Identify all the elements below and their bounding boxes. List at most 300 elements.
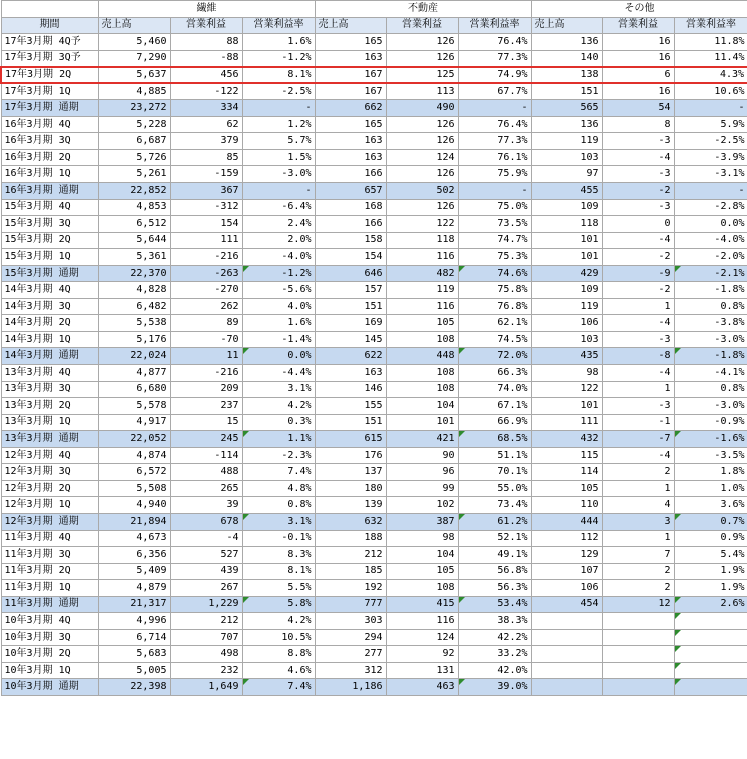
- other-margin-cell[interactable]: 0.8%: [674, 381, 747, 398]
- realestate-margin-cell[interactable]: 74.7%: [458, 232, 531, 249]
- textile-margin-cell[interactable]: 8.3%: [242, 547, 315, 564]
- realestate-profit-cell[interactable]: 421: [386, 431, 458, 448]
- realestate-profit-cell[interactable]: 131: [386, 662, 458, 679]
- realestate-margin-cell[interactable]: 74.9%: [458, 67, 531, 84]
- other-sales-cell[interactable]: 455: [531, 183, 602, 200]
- realestate-sales-cell[interactable]: 303: [315, 613, 386, 630]
- textile-profit-cell[interactable]: 267: [170, 580, 242, 597]
- other-margin-cell[interactable]: 0.9%: [674, 530, 747, 547]
- textile-sales-cell[interactable]: 22,052: [98, 431, 170, 448]
- other-profit-cell[interactable]: [602, 613, 674, 630]
- realestate-margin-cell[interactable]: 67.1%: [458, 398, 531, 415]
- realestate-profit-cell[interactable]: 92: [386, 646, 458, 663]
- textile-margin-cell[interactable]: 7.4%: [242, 679, 315, 696]
- other-profit-cell[interactable]: -3: [602, 331, 674, 348]
- period-cell[interactable]: 15年3月期 1Q: [1, 249, 98, 266]
- textile-sales-cell[interactable]: 22,398: [98, 679, 170, 696]
- period-cell[interactable]: 16年3月期 3Q: [1, 133, 98, 150]
- textile-margin-cell[interactable]: 4.8%: [242, 480, 315, 497]
- other-sales-cell[interactable]: 565: [531, 100, 602, 117]
- realestate-sales-cell[interactable]: 176: [315, 447, 386, 464]
- textile-margin-cell[interactable]: 1.6%: [242, 315, 315, 332]
- realestate-sales-cell[interactable]: 1,186: [315, 679, 386, 696]
- textile-margin-cell[interactable]: -5.6%: [242, 282, 315, 299]
- other-margin-cell[interactable]: [674, 646, 747, 663]
- realestate-profit-cell[interactable]: 119: [386, 282, 458, 299]
- realestate-margin-cell[interactable]: 76.4%: [458, 116, 531, 133]
- realestate-margin-cell[interactable]: 74.6%: [458, 265, 531, 282]
- textile-margin-cell[interactable]: -3.0%: [242, 166, 315, 183]
- realestate-profit-cell[interactable]: 126: [386, 166, 458, 183]
- realestate-sales-cell[interactable]: 151: [315, 414, 386, 431]
- realestate-sales-cell[interactable]: 188: [315, 530, 386, 547]
- other-sales-cell[interactable]: 112: [531, 530, 602, 547]
- textile-margin-cell[interactable]: -1.2%: [242, 265, 315, 282]
- textile-margin-cell[interactable]: 4.2%: [242, 613, 315, 630]
- realestate-margin-cell[interactable]: 76.4%: [458, 34, 531, 51]
- other-margin-cell[interactable]: 5.9%: [674, 116, 747, 133]
- other-margin-cell[interactable]: 2.6%: [674, 596, 747, 613]
- textile-sales-cell[interactable]: 5,508: [98, 480, 170, 497]
- period-cell[interactable]: 13年3月期 1Q: [1, 414, 98, 431]
- textile-sales-cell[interactable]: 22,024: [98, 348, 170, 365]
- realestate-sales-cell[interactable]: 163: [315, 149, 386, 166]
- textile-margin-cell[interactable]: 1.1%: [242, 431, 315, 448]
- other-margin-cell[interactable]: [674, 629, 747, 646]
- realestate-sales-cell[interactable]: 166: [315, 216, 386, 233]
- other-profit-cell[interactable]: -9: [602, 265, 674, 282]
- textile-profit-cell[interactable]: -4: [170, 530, 242, 547]
- realestate-margin-cell[interactable]: 76.8%: [458, 298, 531, 315]
- realestate-profit-cell[interactable]: 126: [386, 116, 458, 133]
- realestate-margin-cell[interactable]: 68.5%: [458, 431, 531, 448]
- realestate-profit-cell[interactable]: 124: [386, 149, 458, 166]
- other-sales-cell[interactable]: 432: [531, 431, 602, 448]
- realestate-profit-cell[interactable]: 90: [386, 447, 458, 464]
- realestate-margin-cell[interactable]: 55.0%: [458, 480, 531, 497]
- realestate-margin-cell[interactable]: 67.7%: [458, 83, 531, 100]
- textile-sales-cell[interactable]: 5,005: [98, 662, 170, 679]
- realestate-sales-cell[interactable]: 163: [315, 50, 386, 67]
- period-cell[interactable]: 10年3月期 通期: [1, 679, 98, 696]
- other-margin-cell[interactable]: 1.0%: [674, 480, 747, 497]
- textile-profit-cell[interactable]: 367: [170, 183, 242, 200]
- textile-sales-cell[interactable]: 5,683: [98, 646, 170, 663]
- realestate-margin-cell[interactable]: 39.0%: [458, 679, 531, 696]
- period-cell[interactable]: 12年3月期 1Q: [1, 497, 98, 514]
- header-textile-profit[interactable]: 営業利益: [170, 17, 242, 34]
- other-sales-cell[interactable]: 103: [531, 149, 602, 166]
- period-cell[interactable]: 15年3月期 2Q: [1, 232, 98, 249]
- realestate-sales-cell[interactable]: 615: [315, 431, 386, 448]
- textile-profit-cell[interactable]: -270: [170, 282, 242, 299]
- textile-profit-cell[interactable]: 15: [170, 414, 242, 431]
- group-other[interactable]: その他: [531, 1, 747, 18]
- textile-margin-cell[interactable]: 4.6%: [242, 662, 315, 679]
- textile-profit-cell[interactable]: 527: [170, 547, 242, 564]
- textile-profit-cell[interactable]: 262: [170, 298, 242, 315]
- group-realestate[interactable]: 不動産: [315, 1, 531, 18]
- textile-profit-cell[interactable]: 232: [170, 662, 242, 679]
- other-profit-cell[interactable]: -4: [602, 315, 674, 332]
- other-margin-cell[interactable]: -3.8%: [674, 315, 747, 332]
- header-textile-margin[interactable]: 営業利益率: [242, 17, 315, 34]
- other-margin-cell[interactable]: -2.1%: [674, 265, 747, 282]
- realestate-margin-cell[interactable]: 72.0%: [458, 348, 531, 365]
- textile-profit-cell[interactable]: 379: [170, 133, 242, 150]
- other-profit-cell[interactable]: 12: [602, 596, 674, 613]
- other-margin-cell[interactable]: 3.6%: [674, 497, 747, 514]
- textile-margin-cell[interactable]: 5.5%: [242, 580, 315, 597]
- other-margin-cell[interactable]: 10.6%: [674, 83, 747, 100]
- textile-sales-cell[interactable]: 6,482: [98, 298, 170, 315]
- other-profit-cell[interactable]: 16: [602, 50, 674, 67]
- header-period[interactable]: 期間: [1, 17, 98, 34]
- textile-profit-cell[interactable]: 439: [170, 563, 242, 580]
- other-profit-cell[interactable]: -2: [602, 249, 674, 266]
- realestate-margin-cell[interactable]: 56.8%: [458, 563, 531, 580]
- realestate-profit-cell[interactable]: 102: [386, 497, 458, 514]
- realestate-profit-cell[interactable]: 124: [386, 629, 458, 646]
- realestate-profit-cell[interactable]: 108: [386, 365, 458, 382]
- realestate-profit-cell[interactable]: 126: [386, 199, 458, 216]
- period-cell[interactable]: 17年3月期 1Q: [1, 83, 98, 100]
- realestate-margin-cell[interactable]: 51.1%: [458, 447, 531, 464]
- group-textile[interactable]: 繊維: [98, 1, 315, 18]
- other-margin-cell[interactable]: -3.0%: [674, 331, 747, 348]
- other-sales-cell[interactable]: 110: [531, 497, 602, 514]
- textile-profit-cell[interactable]: -114: [170, 447, 242, 464]
- other-sales-cell[interactable]: 454: [531, 596, 602, 613]
- other-profit-cell[interactable]: 0: [602, 216, 674, 233]
- other-margin-cell[interactable]: -2.8%: [674, 199, 747, 216]
- realestate-profit-cell[interactable]: 126: [386, 34, 458, 51]
- other-margin-cell[interactable]: -: [674, 183, 747, 200]
- other-profit-cell[interactable]: 1: [602, 298, 674, 315]
- realestate-profit-cell[interactable]: 415: [386, 596, 458, 613]
- textile-margin-cell[interactable]: -0.1%: [242, 530, 315, 547]
- other-margin-cell[interactable]: -4.1%: [674, 365, 747, 382]
- realestate-margin-cell[interactable]: 76.1%: [458, 149, 531, 166]
- textile-sales-cell[interactable]: 4,940: [98, 497, 170, 514]
- period-cell[interactable]: 11年3月期 2Q: [1, 563, 98, 580]
- textile-margin-cell[interactable]: -4.0%: [242, 249, 315, 266]
- textile-profit-cell[interactable]: 488: [170, 464, 242, 481]
- realestate-margin-cell[interactable]: 74.5%: [458, 331, 531, 348]
- textile-margin-cell[interactable]: 8.1%: [242, 563, 315, 580]
- textile-sales-cell[interactable]: 6,512: [98, 216, 170, 233]
- textile-sales-cell[interactable]: 22,852: [98, 183, 170, 200]
- other-profit-cell[interactable]: -2: [602, 282, 674, 299]
- realestate-sales-cell[interactable]: 662: [315, 100, 386, 117]
- other-profit-cell[interactable]: -3: [602, 398, 674, 415]
- realestate-sales-cell[interactable]: 146: [315, 381, 386, 398]
- realestate-profit-cell[interactable]: 502: [386, 183, 458, 200]
- period-cell[interactable]: 13年3月期 3Q: [1, 381, 98, 398]
- other-sales-cell[interactable]: 107: [531, 563, 602, 580]
- other-sales-cell[interactable]: 138: [531, 67, 602, 84]
- textile-profit-cell[interactable]: 62: [170, 116, 242, 133]
- textile-profit-cell[interactable]: 678: [170, 513, 242, 530]
- textile-profit-cell[interactable]: 456: [170, 67, 242, 84]
- period-cell[interactable]: 17年3月期 通期: [1, 100, 98, 117]
- realestate-sales-cell[interactable]: 165: [315, 116, 386, 133]
- other-sales-cell[interactable]: 119: [531, 298, 602, 315]
- textile-sales-cell[interactable]: 21,317: [98, 596, 170, 613]
- realestate-sales-cell[interactable]: 277: [315, 646, 386, 663]
- textile-profit-cell[interactable]: -88: [170, 50, 242, 67]
- textile-profit-cell[interactable]: 707: [170, 629, 242, 646]
- other-profit-cell[interactable]: 2: [602, 580, 674, 597]
- realestate-margin-cell[interactable]: 70.1%: [458, 464, 531, 481]
- other-sales-cell[interactable]: 101: [531, 232, 602, 249]
- period-cell[interactable]: 11年3月期 3Q: [1, 547, 98, 564]
- other-sales-cell[interactable]: 435: [531, 348, 602, 365]
- realestate-sales-cell[interactable]: 312: [315, 662, 386, 679]
- other-profit-cell[interactable]: 2: [602, 464, 674, 481]
- textile-sales-cell[interactable]: 6,680: [98, 381, 170, 398]
- realestate-sales-cell[interactable]: 168: [315, 199, 386, 216]
- other-margin-cell[interactable]: -3.1%: [674, 166, 747, 183]
- realestate-margin-cell[interactable]: 53.4%: [458, 596, 531, 613]
- realestate-profit-cell[interactable]: 490: [386, 100, 458, 117]
- textile-sales-cell[interactable]: 6,572: [98, 464, 170, 481]
- textile-margin-cell[interactable]: 4.0%: [242, 298, 315, 315]
- other-profit-cell[interactable]: [602, 646, 674, 663]
- header-other-margin[interactable]: 営業利益率: [674, 17, 747, 34]
- other-sales-cell[interactable]: 103: [531, 331, 602, 348]
- header-other-sales[interactable]: 売上高: [531, 17, 602, 34]
- textile-profit-cell[interactable]: 88: [170, 34, 242, 51]
- realestate-sales-cell[interactable]: 212: [315, 547, 386, 564]
- realestate-margin-cell[interactable]: 49.1%: [458, 547, 531, 564]
- textile-profit-cell[interactable]: 265: [170, 480, 242, 497]
- textile-margin-cell[interactable]: 1.2%: [242, 116, 315, 133]
- textile-profit-cell[interactable]: 85: [170, 149, 242, 166]
- realestate-profit-cell[interactable]: 482: [386, 265, 458, 282]
- textile-margin-cell[interactable]: 1.6%: [242, 34, 315, 51]
- realestate-profit-cell[interactable]: 116: [386, 298, 458, 315]
- textile-sales-cell[interactable]: 7,290: [98, 50, 170, 67]
- other-sales-cell[interactable]: 109: [531, 199, 602, 216]
- other-sales-cell[interactable]: 129: [531, 547, 602, 564]
- period-cell[interactable]: 16年3月期 通期: [1, 183, 98, 200]
- realestate-profit-cell[interactable]: 105: [386, 563, 458, 580]
- realestate-profit-cell[interactable]: 105: [386, 315, 458, 332]
- other-sales-cell[interactable]: [531, 679, 602, 696]
- textile-margin-cell[interactable]: 0.0%: [242, 348, 315, 365]
- other-margin-cell[interactable]: 0.8%: [674, 298, 747, 315]
- realestate-margin-cell[interactable]: 74.0%: [458, 381, 531, 398]
- other-profit-cell[interactable]: -3: [602, 133, 674, 150]
- textile-sales-cell[interactable]: 5,361: [98, 249, 170, 266]
- period-cell[interactable]: 17年3月期 4Q予: [1, 34, 98, 51]
- other-profit-cell[interactable]: 1: [602, 530, 674, 547]
- realestate-sales-cell[interactable]: 145: [315, 331, 386, 348]
- other-profit-cell[interactable]: 16: [602, 83, 674, 100]
- textile-margin-cell[interactable]: -1.2%: [242, 50, 315, 67]
- textile-profit-cell[interactable]: -70: [170, 331, 242, 348]
- textile-profit-cell[interactable]: 39: [170, 497, 242, 514]
- textile-margin-cell[interactable]: 0.3%: [242, 414, 315, 431]
- period-cell[interactable]: 14年3月期 1Q: [1, 331, 98, 348]
- other-margin-cell[interactable]: 1.9%: [674, 563, 747, 580]
- realestate-sales-cell[interactable]: 163: [315, 133, 386, 150]
- textile-sales-cell[interactable]: 5,644: [98, 232, 170, 249]
- realestate-sales-cell[interactable]: 154: [315, 249, 386, 266]
- realestate-profit-cell[interactable]: 448: [386, 348, 458, 365]
- realestate-profit-cell[interactable]: 122: [386, 216, 458, 233]
- other-profit-cell[interactable]: -4: [602, 447, 674, 464]
- period-cell[interactable]: 12年3月期 4Q: [1, 447, 98, 464]
- other-profit-cell[interactable]: -4: [602, 232, 674, 249]
- realestate-profit-cell[interactable]: 118: [386, 232, 458, 249]
- other-margin-cell[interactable]: 0.0%: [674, 216, 747, 233]
- header-realestate-margin[interactable]: 営業利益率: [458, 17, 531, 34]
- period-cell[interactable]: 10年3月期 2Q: [1, 646, 98, 663]
- other-margin-cell[interactable]: -1.6%: [674, 431, 747, 448]
- other-profit-cell[interactable]: -1: [602, 414, 674, 431]
- other-profit-cell[interactable]: 4: [602, 497, 674, 514]
- textile-sales-cell[interactable]: 5,409: [98, 563, 170, 580]
- other-sales-cell[interactable]: [531, 662, 602, 679]
- other-sales-cell[interactable]: 136: [531, 34, 602, 51]
- realestate-sales-cell[interactable]: 166: [315, 166, 386, 183]
- realestate-profit-cell[interactable]: 116: [386, 249, 458, 266]
- realestate-sales-cell[interactable]: 192: [315, 580, 386, 597]
- textile-sales-cell[interactable]: 6,714: [98, 629, 170, 646]
- other-margin-cell[interactable]: -0.9%: [674, 414, 747, 431]
- realestate-sales-cell[interactable]: 294: [315, 629, 386, 646]
- other-margin-cell[interactable]: 5.4%: [674, 547, 747, 564]
- textile-margin-cell[interactable]: -2.5%: [242, 83, 315, 100]
- realestate-profit-cell[interactable]: 387: [386, 513, 458, 530]
- other-sales-cell[interactable]: 140: [531, 50, 602, 67]
- period-cell[interactable]: 15年3月期 通期: [1, 265, 98, 282]
- period-cell[interactable]: 17年3月期 3Q予: [1, 50, 98, 67]
- other-profit-cell[interactable]: [602, 629, 674, 646]
- textile-profit-cell[interactable]: -122: [170, 83, 242, 100]
- period-cell[interactable]: 12年3月期 3Q: [1, 464, 98, 481]
- textile-profit-cell[interactable]: 237: [170, 398, 242, 415]
- other-profit-cell[interactable]: 6: [602, 67, 674, 84]
- realestate-sales-cell[interactable]: 158: [315, 232, 386, 249]
- other-margin-cell[interactable]: -3.0%: [674, 398, 747, 415]
- realestate-margin-cell[interactable]: 62.1%: [458, 315, 531, 332]
- other-margin-cell[interactable]: [674, 662, 747, 679]
- textile-margin-cell[interactable]: -: [242, 100, 315, 117]
- other-sales-cell[interactable]: 106: [531, 580, 602, 597]
- other-sales-cell[interactable]: 151: [531, 83, 602, 100]
- textile-sales-cell[interactable]: 5,578: [98, 398, 170, 415]
- other-profit-cell[interactable]: -3: [602, 166, 674, 183]
- textile-margin-cell[interactable]: -2.3%: [242, 447, 315, 464]
- other-profit-cell[interactable]: 2: [602, 563, 674, 580]
- realestate-profit-cell[interactable]: 99: [386, 480, 458, 497]
- other-margin-cell[interactable]: -1.8%: [674, 282, 747, 299]
- realestate-sales-cell[interactable]: 622: [315, 348, 386, 365]
- textile-margin-cell[interactable]: 10.5%: [242, 629, 315, 646]
- textile-sales-cell[interactable]: 23,272: [98, 100, 170, 117]
- realestate-profit-cell[interactable]: 113: [386, 83, 458, 100]
- realestate-sales-cell[interactable]: 139: [315, 497, 386, 514]
- header-other-profit[interactable]: 営業利益: [602, 17, 674, 34]
- realestate-sales-cell[interactable]: 185: [315, 563, 386, 580]
- period-cell[interactable]: 13年3月期 4Q: [1, 365, 98, 382]
- realestate-margin-cell[interactable]: 73.4%: [458, 497, 531, 514]
- realestate-profit-cell[interactable]: 101: [386, 414, 458, 431]
- textile-profit-cell[interactable]: 154: [170, 216, 242, 233]
- other-profit-cell[interactable]: -7: [602, 431, 674, 448]
- period-cell[interactable]: 14年3月期 通期: [1, 348, 98, 365]
- other-margin-cell[interactable]: 1.8%: [674, 464, 747, 481]
- other-sales-cell[interactable]: [531, 613, 602, 630]
- period-cell[interactable]: 17年3月期 2Q: [1, 67, 98, 84]
- other-sales-cell[interactable]: [531, 629, 602, 646]
- period-cell[interactable]: 12年3月期 2Q: [1, 480, 98, 497]
- textile-margin-cell[interactable]: -: [242, 183, 315, 200]
- period-cell[interactable]: 10年3月期 4Q: [1, 613, 98, 630]
- other-profit-cell[interactable]: 16: [602, 34, 674, 51]
- textile-margin-cell[interactable]: 5.7%: [242, 133, 315, 150]
- realestate-margin-cell[interactable]: 75.3%: [458, 249, 531, 266]
- textile-sales-cell[interactable]: 4,996: [98, 613, 170, 630]
- realestate-margin-cell[interactable]: 56.3%: [458, 580, 531, 597]
- textile-profit-cell[interactable]: 212: [170, 613, 242, 630]
- realestate-profit-cell[interactable]: 126: [386, 133, 458, 150]
- other-profit-cell[interactable]: 1: [602, 381, 674, 398]
- other-margin-cell[interactable]: -4.0%: [674, 232, 747, 249]
- textile-sales-cell[interactable]: 4,879: [98, 580, 170, 597]
- other-sales-cell[interactable]: 111: [531, 414, 602, 431]
- other-sales-cell[interactable]: [531, 646, 602, 663]
- period-cell[interactable]: 16年3月期 4Q: [1, 116, 98, 133]
- other-profit-cell[interactable]: -2: [602, 183, 674, 200]
- textile-profit-cell[interactable]: 1,649: [170, 679, 242, 696]
- textile-margin-cell[interactable]: 8.8%: [242, 646, 315, 663]
- realestate-margin-cell[interactable]: 42.2%: [458, 629, 531, 646]
- realestate-sales-cell[interactable]: 167: [315, 67, 386, 84]
- realestate-sales-cell[interactable]: 657: [315, 183, 386, 200]
- period-cell[interactable]: 16年3月期 1Q: [1, 166, 98, 183]
- textile-sales-cell[interactable]: 6,687: [98, 133, 170, 150]
- textile-margin-cell[interactable]: 7.4%: [242, 464, 315, 481]
- other-profit-cell[interactable]: -4: [602, 149, 674, 166]
- realestate-margin-cell[interactable]: 52.1%: [458, 530, 531, 547]
- textile-margin-cell[interactable]: 4.2%: [242, 398, 315, 415]
- corner-cell[interactable]: [1, 1, 98, 18]
- textile-sales-cell[interactable]: 4,673: [98, 530, 170, 547]
- period-cell[interactable]: 10年3月期 3Q: [1, 629, 98, 646]
- textile-profit-cell[interactable]: 1,229: [170, 596, 242, 613]
- period-cell[interactable]: 15年3月期 3Q: [1, 216, 98, 233]
- textile-sales-cell[interactable]: 4,853: [98, 199, 170, 216]
- other-margin-cell[interactable]: 0.7%: [674, 513, 747, 530]
- textile-sales-cell[interactable]: 4,917: [98, 414, 170, 431]
- textile-sales-cell[interactable]: 5,176: [98, 331, 170, 348]
- other-profit-cell[interactable]: 8: [602, 116, 674, 133]
- other-sales-cell[interactable]: 118: [531, 216, 602, 233]
- other-margin-cell[interactable]: 11.4%: [674, 50, 747, 67]
- textile-sales-cell[interactable]: 22,370: [98, 265, 170, 282]
- period-cell[interactable]: 10年3月期 1Q: [1, 662, 98, 679]
- textile-sales-cell[interactable]: 4,828: [98, 282, 170, 299]
- textile-margin-cell[interactable]: -6.4%: [242, 199, 315, 216]
- realestate-profit-cell[interactable]: 108: [386, 331, 458, 348]
- header-textile-sales[interactable]: 売上高: [98, 17, 170, 34]
- other-sales-cell[interactable]: 98: [531, 365, 602, 382]
- realestate-margin-cell[interactable]: 66.3%: [458, 365, 531, 382]
